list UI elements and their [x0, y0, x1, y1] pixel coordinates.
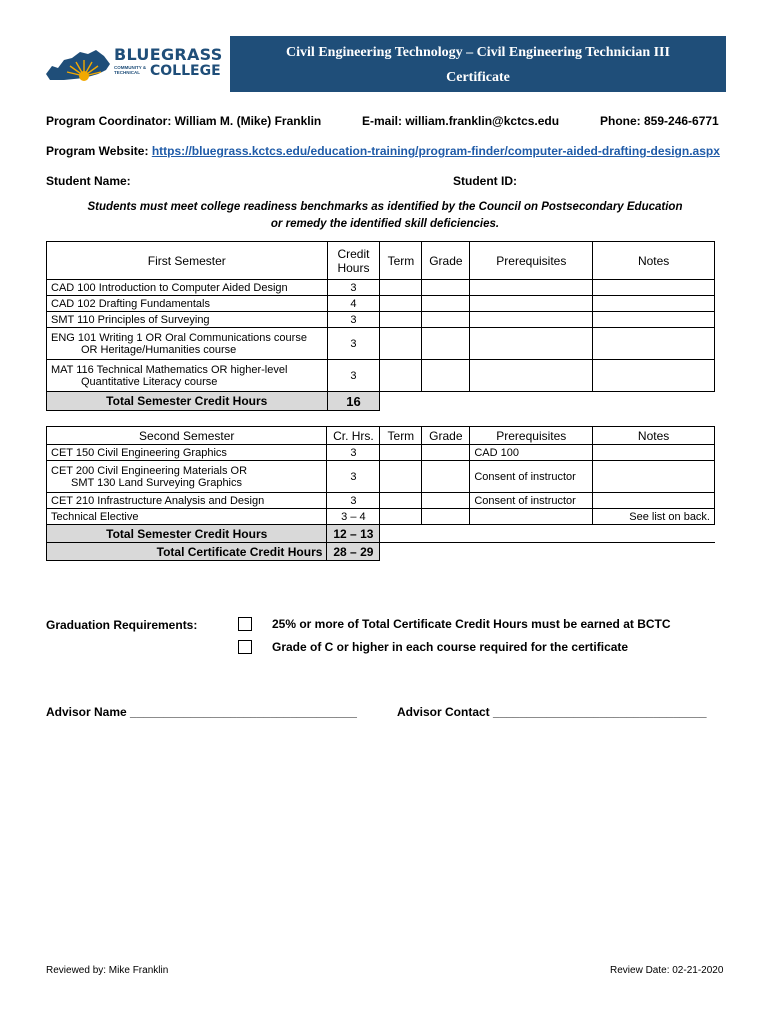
notes-cell[interactable] — [593, 296, 715, 312]
term-cell[interactable] — [380, 328, 422, 360]
table-row — [47, 445, 715, 461]
prereq-cell — [470, 509, 593, 525]
logo-college: COLLEGE — [150, 63, 221, 79]
student-id-label: Student ID: — [453, 174, 517, 188]
notes-cell — [593, 461, 715, 493]
program-coordinator: Program Coordinator: William M. (Mike) Franklin — [46, 114, 322, 128]
requirement-2: Grade of C or higher in each course required for the certificate — [272, 640, 629, 654]
sem1-header-grade: Grade — [422, 242, 470, 280]
sem2-header-prereq: Prerequisites — [470, 427, 593, 445]
table-row — [47, 493, 715, 509]
requirement-checkbox-2[interactable] — [238, 640, 252, 654]
prereq-cell — [470, 280, 593, 296]
course-name: MAT 116 Technical Mathematics OR higher-level Quantitative Literacy course — [47, 360, 328, 392]
sem1-header-credit: Credit Hours — [327, 242, 380, 280]
table-row — [47, 280, 715, 296]
course-name: CET 200 Civil Engineering Materials OR SMT 130 Land Surveying Graphics — [47, 461, 327, 493]
table-row — [47, 312, 715, 328]
advisor-contact-field[interactable] — [397, 705, 707, 719]
credit-hours: 3 — [327, 328, 380, 360]
sem1-header-term: Term — [380, 242, 422, 280]
advisor-name-line: __________________________________ — [130, 705, 357, 719]
notes-cell — [593, 445, 715, 461]
notes-cell: See list on back. — [593, 509, 715, 525]
grade-cell[interactable] — [422, 312, 470, 328]
kentucky-sunburst-icon — [44, 46, 112, 82]
advisor-name-label: Advisor Name — [46, 705, 127, 719]
requirement-checkbox-1[interactable] — [238, 617, 252, 631]
notes-cell[interactable] — [593, 280, 715, 296]
semester-total-label: Total Semester Credit Hours — [47, 525, 327, 543]
table-row — [47, 328, 715, 360]
notes-cell — [593, 493, 715, 509]
certificate-total-hours: 28 – 29 — [327, 543, 380, 561]
advisor-contact-line: ________________________________ — [493, 705, 707, 719]
second-semester-table — [46, 426, 715, 561]
logo-subtext: COMMUNITY & TECHNICAL — [114, 65, 147, 75]
certificate-total-label: Total Certificate Credit Hours — [47, 543, 327, 561]
credit-hours: 3 — [327, 461, 380, 493]
credit-hours: 3 – 4 — [327, 509, 380, 525]
course-name: CET 210 Infrastructure Analysis and Design — [47, 493, 327, 509]
term-cell[interactable] — [380, 461, 422, 493]
table-row — [47, 360, 715, 392]
student-name-label: Student Name: — [46, 174, 131, 188]
grade-cell[interactable] — [422, 360, 470, 392]
first-semester-table — [46, 241, 715, 411]
credit-hours: 3 — [327, 360, 380, 392]
term-cell[interactable] — [380, 445, 422, 461]
term-cell[interactable] — [380, 280, 422, 296]
prereq-cell — [470, 360, 593, 392]
grade-cell[interactable] — [422, 509, 470, 525]
table-row — [47, 296, 715, 312]
term-cell[interactable] — [380, 312, 422, 328]
certificate-total-row — [47, 543, 715, 561]
readiness-note — [0, 199, 770, 233]
readiness-line-2: or remedy the identified skill deficiencies. — [270, 218, 500, 230]
credit-hours: 3 — [327, 493, 380, 509]
program-website — [46, 144, 720, 158]
requirement-1: 25% or more of Total Certificate Credit Hours must be earned at BCTC — [272, 617, 671, 631]
credit-hours: 4 — [327, 296, 380, 312]
advisor-contact-label: Advisor Contact — [397, 705, 490, 719]
advisor-name-field[interactable] — [46, 705, 357, 719]
course-name: CAD 100 Introduction to Computer Aided Design — [47, 280, 328, 296]
sem2-header-term: Term — [380, 427, 422, 445]
term-cell[interactable] — [380, 493, 422, 509]
prereq-cell: Consent of instructor — [470, 493, 593, 509]
credit-hours: 3 — [327, 280, 380, 296]
course-name: CAD 102 Drafting Fundamentals — [47, 296, 328, 312]
sem1-header-prereq: Prerequisites — [470, 242, 593, 280]
total-hours: 16 — [327, 392, 380, 411]
reviewed-by: Reviewed by: Mike Franklin — [46, 965, 169, 976]
course-name: CET 150 Civil Engineering Graphics — [47, 445, 327, 461]
total-row — [47, 525, 715, 543]
notes-cell[interactable] — [593, 312, 715, 328]
term-cell[interactable] — [380, 296, 422, 312]
logo-wordmark: BLUEGRASS — [114, 45, 223, 64]
table-row — [47, 461, 715, 493]
readiness-line-1: Students must meet college readiness benchmarks as identified by the Council on Postsecondary Education — [87, 201, 683, 213]
sem2-header-grade: Grade — [422, 427, 470, 445]
website-label: Program Website: — [46, 144, 149, 158]
grade-cell[interactable] — [422, 493, 470, 509]
table-row — [47, 509, 715, 525]
coordinator-phone: Phone: 859-246-6771 — [600, 114, 719, 128]
college-logo — [44, 44, 224, 84]
credit-hours: 3 — [327, 445, 380, 461]
total-label: Total Semester Credit Hours — [47, 392, 328, 411]
grade-cell[interactable] — [422, 328, 470, 360]
credit-hours: 3 — [327, 312, 380, 328]
course-name: Technical Elective — [47, 509, 327, 525]
title-line-2: Certificate — [446, 70, 510, 85]
sem1-header-course: First Semester — [47, 242, 328, 280]
sem1-header-notes: Notes — [593, 242, 715, 280]
coordinator-email: E-mail: william.franklin@kctcs.edu — [362, 114, 560, 128]
sem2-header-credit: Cr. Hrs. — [327, 427, 380, 445]
course-name: ENG 101 Writing 1 OR Oral Communications course OR Heritage/Humanities course — [47, 328, 328, 360]
title-line-1: Civil Engineering Technology – Civil Engineering Technician III — [286, 45, 670, 60]
semester-total-hours: 12 – 13 — [327, 525, 380, 543]
grade-cell[interactable] — [422, 296, 470, 312]
prereq-cell: CAD 100 — [470, 445, 593, 461]
prereq-cell — [470, 312, 593, 328]
term-cell[interactable] — [380, 509, 422, 525]
prereq-cell — [470, 328, 593, 360]
sem2-header-notes: Notes — [593, 427, 715, 445]
prereq-cell — [470, 296, 593, 312]
document-title — [230, 36, 726, 92]
graduation-label: Graduation Requirements: — [46, 618, 198, 632]
notes-cell[interactable] — [593, 360, 715, 392]
grade-cell[interactable] — [422, 461, 470, 493]
total-row — [47, 392, 715, 411]
sem2-header-course: Second Semester — [47, 427, 327, 445]
prereq-cell: Consent of instructor — [470, 461, 593, 493]
course-name: SMT 110 Principles of Surveying — [47, 312, 328, 328]
term-cell[interactable] — [380, 360, 422, 392]
grade-cell[interactable] — [422, 445, 470, 461]
review-date: Review Date: 02-21-2020 — [610, 965, 724, 976]
notes-cell[interactable] — [593, 328, 715, 360]
grade-cell[interactable] — [422, 280, 470, 296]
website-link[interactable]: https://bluegrass.kctcs.edu/education-training/program-finder/computer-aided-drafting-design.aspx — [151, 144, 720, 158]
